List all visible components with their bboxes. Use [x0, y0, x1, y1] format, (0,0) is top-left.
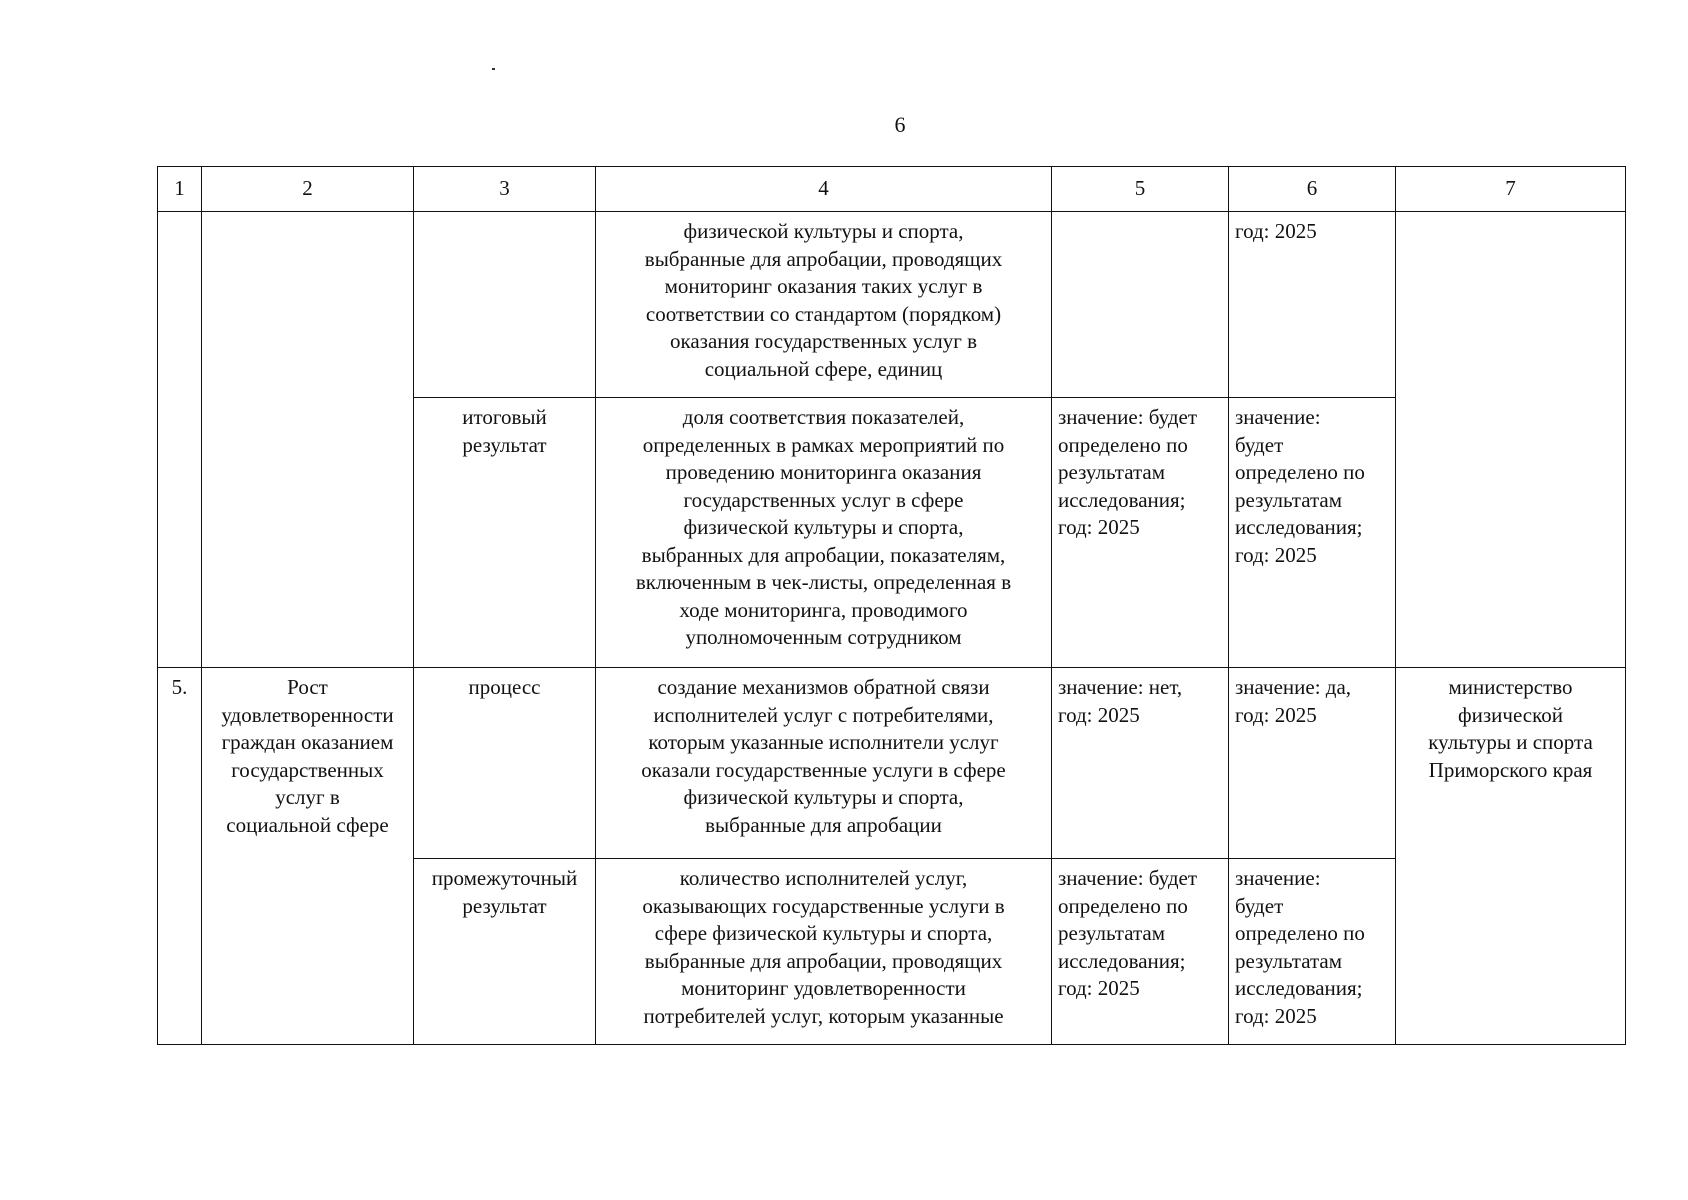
row-number-cell-empty	[158, 212, 202, 668]
header-cell: 5	[1052, 167, 1229, 212]
target-value-cell: значение: будет определено по результатам исследования; год: 2025	[1229, 398, 1396, 668]
indicator-cell: физической культуры и спорта, выбранные для апробации, проводящих мониторинг оказания таких услуг в соответствии со стандартом (порядком) оказания государственных услуг в социальной сфере, единиц	[596, 212, 1052, 398]
header-cell: 1	[158, 167, 202, 212]
base-value-cell: значение: будет определено по результатам исследования; год: 2025	[1052, 398, 1229, 668]
header-cell: 7	[1396, 167, 1626, 212]
base-value-cell-empty	[1052, 212, 1229, 398]
indicator-cell: доля соответствия показателей, определенных в рамках мероприятий по проведению мониторинга оказания государственных услуг в сфере физической культуры и спорта, выбранных для апробации, показателям, включенным в чек-листы, определенная в ходе мониторинга, проводимого уполномоченным сотрудником	[596, 398, 1052, 668]
header-cell: 6	[1229, 167, 1396, 212]
table-row	[158, 668, 1626, 859]
target-value-cell: год: 2025	[1229, 212, 1396, 398]
result-type-cell-empty	[414, 212, 596, 398]
target-value-cell: значение: будет определено по результатам исследования; год: 2025	[1229, 859, 1396, 1045]
responsible-cell: министерство физической культуры и спорта Приморского края	[1396, 668, 1626, 1045]
table-row	[158, 212, 1626, 398]
target-value-cell: значение: да, год: 2025	[1229, 668, 1396, 859]
result-type-cell: промежуточный результат	[414, 859, 596, 1045]
header-cell: 2	[202, 167, 414, 212]
result-name-cell-empty	[202, 212, 414, 668]
header-cell: 3	[414, 167, 596, 212]
base-value-cell: значение: нет, год: 2025	[1052, 668, 1229, 859]
indicator-cell: создание механизмов обратной связи исполнителей услуг с потребителями, которым указанные исполнители услуг оказали государственные услуги в сфере физической культуры и спорта, выбранные для апробации	[596, 668, 1052, 859]
responsible-cell-empty	[1396, 212, 1626, 668]
base-value-cell: значение: будет определено по результатам исследования; год: 2025	[1052, 859, 1229, 1045]
row-number-cell: 5.	[158, 668, 202, 1045]
page-number: 6	[894, 112, 906, 137]
indicators-table	[157, 166, 1626, 1045]
indicator-cell: количество исполнителей услуг, оказывающих государственные услуги в сфере физической культуры и спорта, выбранные для апробации, проводящих мониторинг удовлетворенности потребителей услуг, которым указанные	[596, 859, 1052, 1045]
result-type-cell: процесс	[414, 668, 596, 859]
result-type-cell: итоговый результат	[414, 398, 596, 668]
table-header-row	[158, 167, 1626, 212]
result-name-cell: Рост удовлетворенности граждан оказанием государственных услуг в социальной сфере	[202, 668, 414, 1045]
header-cell: 4	[596, 167, 1052, 212]
scan-dot	[492, 68, 495, 70]
